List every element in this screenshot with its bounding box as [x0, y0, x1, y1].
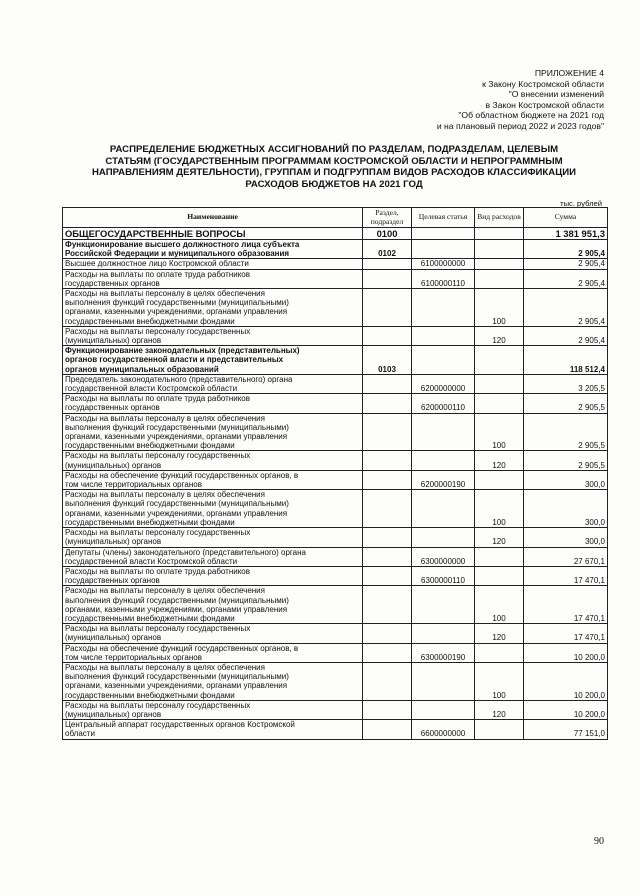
cell-target	[412, 289, 475, 327]
appendix-line: ПРИЛОЖЕНИЕ 4	[534, 68, 604, 78]
cell-target	[412, 451, 475, 470]
table-row	[63, 451, 608, 470]
cell-name-line: выполнения функций государственными (муниципальными)	[65, 672, 289, 682]
cell-target	[412, 326, 475, 345]
table-row	[63, 228, 608, 240]
cell-name-line: Расходы на выплаты персоналу в целях обеспечения	[65, 586, 265, 596]
cell-name-line: государственными внебюджетными фондами	[65, 613, 235, 623]
cell-vid: 100	[475, 490, 524, 528]
cell-name	[63, 643, 363, 662]
cell-name-line: Российской Федерации и муниципального образования	[65, 249, 290, 259]
cell-sum: 27 670,1	[524, 547, 608, 566]
table-row	[63, 662, 608, 700]
cell-sum: 118 512,4	[524, 346, 608, 375]
cell-name-line: выполнения функций государственными (муниципальными)	[65, 499, 289, 509]
cell-name-line: государственными внебюджетными фондами	[65, 690, 235, 700]
cell-name-line: Высшее должностное лицо Костромской области	[65, 259, 249, 269]
table-row	[63, 374, 608, 393]
cell-name-line: Расходы на выплаты персоналу в целях обеспечения	[65, 490, 265, 500]
table-row	[63, 624, 608, 643]
cell-sum: 300,0	[524, 490, 608, 528]
cell-target: 6300000000	[412, 547, 475, 566]
cell-target: 6200000000	[412, 374, 475, 393]
cell-name-line: Расходы на обеспечение функций государственных органов, в	[65, 643, 299, 653]
table-row	[63, 326, 608, 345]
cell-sum: 10 200,0	[524, 700, 608, 719]
cell-vid	[475, 269, 524, 288]
cell-name-line: государственных органов	[65, 576, 160, 586]
cell-vid	[475, 566, 524, 585]
cell-target	[412, 228, 475, 240]
table-row	[63, 586, 608, 624]
cell-vid	[475, 470, 524, 489]
title-line: РАСХОДОВ БЮДЖЕТОВ НА 2021 ГОД	[245, 178, 423, 190]
cell-name-line: Расходы на выплаты персоналу государственных	[65, 528, 251, 538]
cell-name	[63, 547, 363, 566]
appendix-header	[437, 68, 604, 132]
cell-target: 6300000190	[412, 643, 475, 662]
cell-name-line: Расходы на выплаты персоналу в целях обеспечения	[65, 413, 265, 423]
cell-target: 6300000110	[412, 566, 475, 585]
table-row	[63, 547, 608, 566]
cell-vid	[475, 346, 524, 375]
cell-name	[63, 374, 363, 393]
cell-name-line: (муниципальных) органов	[65, 336, 162, 346]
cell-target	[412, 413, 475, 451]
cell-vid	[475, 394, 524, 413]
column-header-target: Целевая статья	[412, 208, 475, 228]
cell-vid	[475, 374, 524, 393]
cell-name-line: выполнения функций государственными (муниципальными)	[65, 422, 289, 432]
cell-name	[63, 566, 363, 585]
cell-sum: 300,0	[524, 470, 608, 489]
cell-razdel	[363, 413, 412, 451]
cell-target	[412, 490, 475, 528]
cell-name	[63, 490, 363, 528]
cell-name-line: Расходы на выплаты по оплате труда работников	[65, 394, 251, 404]
cell-razdel	[363, 586, 412, 624]
cell-razdel	[363, 662, 412, 700]
cell-vid: 100	[475, 289, 524, 327]
cell-sum: 300,0	[524, 528, 608, 547]
units-label: тыс. рублей	[560, 199, 602, 208]
table-row	[63, 643, 608, 662]
cell-name	[63, 720, 363, 739]
cell-name-line: Расходы на выплаты персоналу государственных	[65, 451, 251, 461]
cell-name-line: государственными внебюджетными фондами	[65, 517, 235, 527]
cell-sum: 10 200,0	[524, 662, 608, 700]
cell-name-line: Функционирование высшего должностного лица субъекта	[65, 240, 300, 249]
appendix-line: к Закону Костромской области	[482, 78, 604, 89]
cell-sum: 2 905,4	[524, 259, 608, 269]
cell-razdel	[363, 259, 412, 269]
cell-target	[412, 586, 475, 624]
cell-vid	[475, 547, 524, 566]
cell-name-line: области	[65, 729, 95, 739]
cell-name-line: государственными внебюджетными фондами	[65, 316, 235, 326]
cell-sum: 17 470,1	[524, 566, 608, 585]
cell-name-line: государственной власти Костромской области	[65, 384, 238, 394]
cell-sum: 2 905,4	[524, 326, 608, 345]
cell-sum: 17 470,1	[524, 624, 608, 643]
cell-name-line: (муниципальных) органов	[65, 633, 162, 643]
cell-name-line: органами, казенными учреждениями, органами управления	[65, 432, 288, 442]
cell-name	[63, 346, 363, 375]
cell-sum: 17 470,1	[524, 586, 608, 624]
column-header-razdel: Раздел, подраздел	[363, 208, 412, 228]
cell-name	[63, 528, 363, 547]
table-row	[63, 394, 608, 413]
table-row	[63, 289, 608, 327]
cell-name	[63, 240, 363, 259]
cell-target	[412, 700, 475, 719]
cell-name-line: Расходы на выплаты персоналу в целях обеспечения	[65, 289, 265, 299]
cell-name-line: Расходы на выплаты по оплате труда работников	[65, 269, 251, 279]
cell-name	[63, 413, 363, 451]
cell-name-line: Расходы на выплаты персоналу в целях обеспечения	[65, 662, 265, 672]
column-header-sum: Сумма	[524, 208, 608, 228]
cell-razdel	[363, 547, 412, 566]
cell-name-line: органами, казенными учреждениями, органами управления	[65, 681, 288, 691]
cell-sum: 2 905,5	[524, 394, 608, 413]
cell-vid: 120	[475, 451, 524, 470]
cell-name-line: Расходы на выплаты персоналу государственных	[65, 700, 251, 710]
cell-vid	[475, 228, 524, 240]
table-row	[63, 269, 608, 288]
cell-target: 6100000000	[412, 259, 475, 269]
cell-name-line: том числе территориальных органов	[65, 480, 202, 490]
cell-vid: 100	[475, 586, 524, 624]
cell-sum: 2 905,4	[524, 269, 608, 288]
cell-name-line: государственных органов	[65, 403, 160, 413]
cell-name-line: Расходы на выплаты персоналу государственных	[65, 624, 251, 634]
cell-name-line: Депутаты (члены) законодательного (представительного) органа	[65, 547, 306, 557]
cell-name	[63, 700, 363, 719]
cell-vid: 120	[475, 326, 524, 345]
title-line: СТАТЬЯМ (ГОСУДАРСТВЕННЫМ ПРОГРАММАМ КОСТРОМСКОЙ ОБЛАСТИ И НЕПРОГРАММНЫМ	[105, 155, 563, 167]
table-row	[63, 528, 608, 547]
cell-razdel	[363, 566, 412, 585]
cell-target: 6200000110	[412, 394, 475, 413]
cell-sum: 2 905,5	[524, 413, 608, 451]
cell-razdel	[363, 374, 412, 393]
cell-name	[63, 586, 363, 624]
cell-razdel	[363, 451, 412, 470]
table-body	[63, 228, 608, 740]
cell-name-line: Расходы на обеспечение функций государственных органов, в	[65, 470, 299, 480]
document-title	[60, 144, 608, 190]
cell-razdel	[363, 528, 412, 547]
cell-target	[412, 528, 475, 547]
cell-name	[63, 269, 363, 288]
cell-name	[63, 289, 363, 327]
appendix-line: в Закон Костромской области	[485, 99, 604, 110]
table-row	[63, 413, 608, 451]
title-line: НАПРАВЛЕНИЯМ ДЕЯТЕЛЬНОСТИ), ГРУППАМ И ПОДГРУППАМ ВИДОВ РАСХОДОВ КЛАССИФИКАЦИИ	[91, 167, 576, 179]
cell-name	[63, 259, 363, 269]
cell-vid: 120	[475, 624, 524, 643]
cell-name-line: том числе территориальных органов	[65, 652, 202, 662]
cell-sum: 10 200,0	[524, 643, 608, 662]
cell-name	[63, 624, 363, 643]
cell-sum: 2 905,4	[524, 289, 608, 327]
cell-vid	[475, 259, 524, 269]
cell-name-line: органами, казенными учреждениями, органами управления	[65, 307, 288, 317]
appendix-line: и на плановый период 2022 и 2023 годов"	[436, 120, 604, 131]
cell-sum: 2 905,4	[524, 240, 608, 259]
table-header-row	[63, 208, 608, 228]
cell-razdel: 0102	[363, 240, 412, 259]
cell-razdel	[363, 490, 412, 528]
column-header-vid: Вид расходов	[475, 208, 524, 228]
cell-target: 6100000110	[412, 269, 475, 288]
title-line: РАСПРЕДЕЛЕНИЕ БЮДЖЕТНЫХ АССИГНОВАНИЙ ПО РАЗДЕЛАМ, ПОДРАЗДЕЛАМ, ЦЕЛЕВЫМ	[109, 144, 559, 155]
cell-vid	[475, 643, 524, 662]
cell-name-line: Расходы на выплаты по оплате труда работников	[65, 566, 251, 576]
cell-razdel	[363, 720, 412, 739]
table-row	[63, 700, 608, 719]
cell-vid: 120	[475, 528, 524, 547]
cell-sum: 1 381 951,3	[524, 228, 608, 240]
cell-name-line: (муниципальных) органов	[65, 460, 162, 470]
page-number: 90	[594, 836, 604, 847]
cell-name	[63, 394, 363, 413]
cell-sum: 2 905,5	[524, 451, 608, 470]
cell-name-line: выполнения функций государственными (муниципальными)	[65, 595, 289, 605]
cell-name-line: государственных органов	[65, 278, 160, 288]
cell-name-line: Функционирование законодательных (представительных)	[65, 346, 300, 356]
table-row	[63, 490, 608, 528]
cell-name-line: ОБЩЕГОСУДАРСТВЕННЫЕ ВОПРОСЫ	[65, 228, 246, 239]
cell-name-line: органами, казенными учреждениями, органами управления	[65, 604, 288, 614]
cell-target: 6600000000	[412, 720, 475, 739]
cell-razdel: 0103	[363, 346, 412, 375]
cell-razdel	[363, 624, 412, 643]
cell-sum: 3 205,5	[524, 374, 608, 393]
cell-name-line: выполнения функций государственными (муниципальными)	[65, 298, 289, 308]
cell-target	[412, 662, 475, 700]
cell-name-line: Председатель законодательного (представительного) органа	[65, 374, 293, 384]
cell-razdel: 0100	[363, 228, 412, 240]
table-row	[63, 566, 608, 585]
appendix-line: "О внесении изменений	[508, 89, 604, 100]
cell-vid: 100	[475, 413, 524, 451]
cell-name	[63, 451, 363, 470]
cell-target	[412, 240, 475, 259]
cell-razdel	[363, 289, 412, 327]
cell-name-line: государственными внебюджетными фондами	[65, 441, 235, 451]
table-row	[63, 720, 608, 739]
cell-razdel	[363, 700, 412, 719]
cell-name-line: органов государственной власти и представительных	[65, 355, 284, 365]
cell-razdel	[363, 643, 412, 662]
cell-name	[63, 326, 363, 345]
cell-name	[63, 228, 363, 240]
column-header-name: Наименование	[63, 208, 363, 228]
cell-target: 6200000190	[412, 470, 475, 489]
cell-vid	[475, 240, 524, 259]
cell-razdel	[363, 470, 412, 489]
cell-name-line: органов муниципальных образований	[65, 364, 219, 374]
cell-vid	[475, 720, 524, 739]
cell-sum: 77 151,0	[524, 720, 608, 739]
cell-target	[412, 346, 475, 375]
cell-name-line: Расходы на выплаты персоналу государственных	[65, 326, 251, 336]
cell-name-line: (муниципальных) органов	[65, 537, 162, 547]
cell-name	[63, 662, 363, 700]
table-row	[63, 259, 608, 269]
cell-name-line: Центральный аппарат государственных органов Костромской	[65, 720, 295, 730]
budget-table	[62, 207, 608, 740]
cell-name-line: государственной власти Костромской области	[65, 556, 238, 566]
table-row	[63, 470, 608, 489]
table-row	[63, 346, 608, 375]
table-row	[63, 240, 608, 259]
cell-name-line: органами, казенными учреждениями, органами управления	[65, 508, 288, 518]
cell-razdel	[363, 326, 412, 345]
cell-name-line: (муниципальных) органов	[65, 709, 162, 719]
cell-razdel	[363, 269, 412, 288]
cell-vid: 100	[475, 662, 524, 700]
cell-vid: 120	[475, 700, 524, 719]
cell-razdel	[363, 394, 412, 413]
cell-target	[412, 624, 475, 643]
cell-name	[63, 470, 363, 489]
appendix-line: "Об областном бюджете на 2021 год	[458, 110, 604, 121]
